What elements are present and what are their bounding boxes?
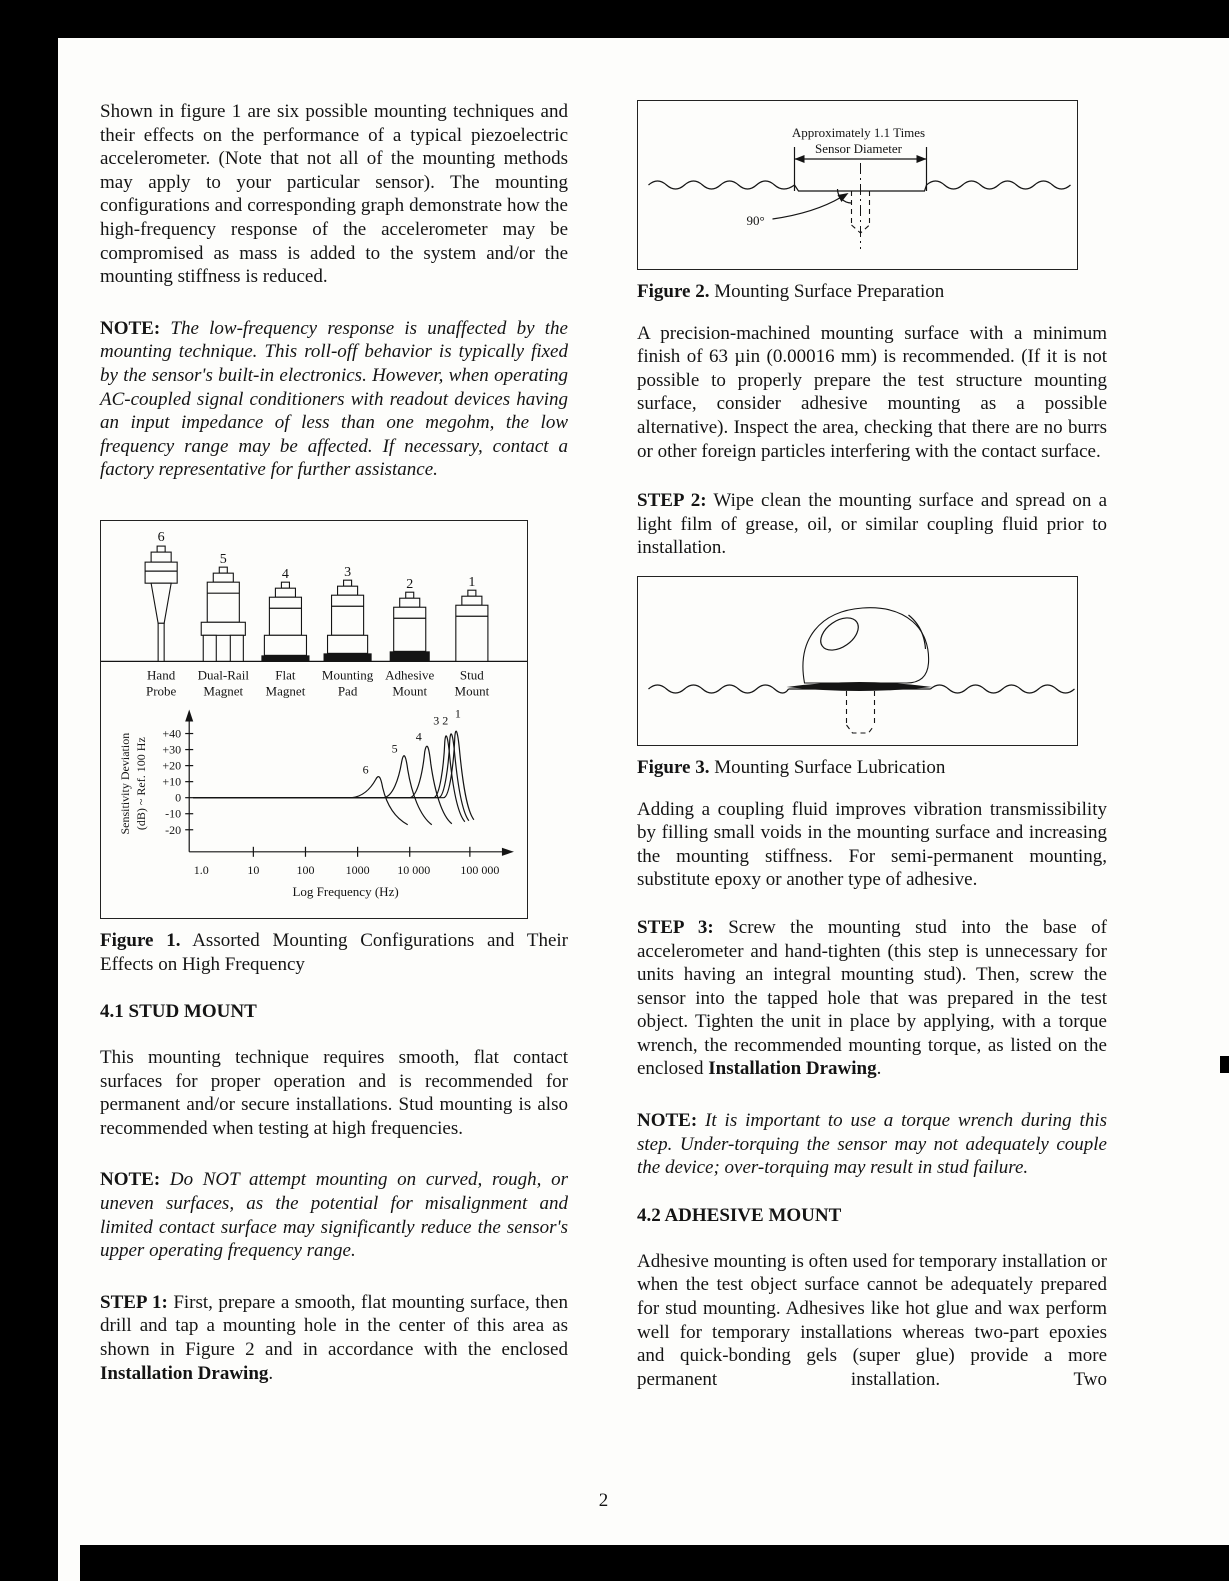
dimension-text-line1: Approximately 1.1 Times — [791, 125, 926, 140]
mount-number: 2 — [406, 576, 414, 593]
surface-profile — [649, 181, 1071, 191]
flat-magnet-drawing — [261, 566, 309, 661]
mount-label: Hand — [147, 667, 176, 683]
step3-bold-text: Installation Drawing — [708, 1058, 877, 1080]
stud-mount-drawing — [456, 574, 488, 661]
step2-label: STEP 2: — [637, 490, 707, 512]
mount-label: Stud — [459, 667, 484, 683]
y-tick: -10 — [165, 806, 182, 821]
angle-label: 90° — [746, 213, 765, 228]
mount-label: Magnet — [203, 683, 244, 699]
mount-number: 5 — [219, 551, 227, 568]
x-tick: 100 000 — [460, 862, 500, 877]
scan-artifact-right — [1220, 1056, 1229, 1073]
figure1-caption-label: Figure 1. — [100, 929, 181, 951]
curve-hand-probe — [193, 777, 408, 825]
step1-bold-text: Installation Drawing — [100, 1362, 269, 1384]
hidden-stud — [847, 691, 875, 733]
scan-edge-bottom — [80, 1545, 1229, 1581]
curve-label-5: 5 — [391, 741, 398, 756]
fingertip-drawing — [803, 608, 929, 683]
scan-edge-left — [0, 0, 58, 1581]
dimension-callout — [792, 125, 927, 191]
figure2-caption-label: Figure 2. — [637, 281, 710, 302]
adhesive-mount-drawing — [390, 576, 430, 661]
y-tick: +10 — [162, 774, 182, 789]
x-tick: 100 — [296, 862, 315, 877]
figure3-box — [637, 576, 1078, 746]
figure2-box — [637, 100, 1078, 270]
mount-label: Pad — [337, 683, 358, 699]
step3-tail: . — [876, 1058, 882, 1080]
note3-text: It is important to use a torque wrench during this step. Under-torquing the sensor may not adequately couple the device; over-torquing may result in stud failure. — [637, 1110, 1107, 1179]
mount-label: Mount — [392, 683, 428, 699]
figure3-caption-text: Mounting Surface Lubrication — [709, 756, 946, 778]
figure2-image — [638, 101, 1077, 269]
figure1-box — [100, 520, 528, 919]
y-axis-label: Sensitivity Deviation — [118, 732, 133, 835]
step3-label: STEP 3: — [637, 916, 714, 938]
mount-label: Mount — [454, 683, 490, 699]
mount-labels — [146, 667, 490, 698]
step1-paragraph — [100, 1291, 568, 1385]
curve-dual-rail-magnet — [193, 756, 432, 825]
mount-label: Flat — [275, 667, 296, 683]
step3-paragraph — [637, 916, 1107, 1081]
section-4-2-heading: 4.2 ADHESIVE MOUNT — [637, 1204, 842, 1226]
page-number: 2 — [598, 1490, 609, 1511]
mount-label: Magnet — [265, 683, 306, 699]
x-tick: 10 000 — [397, 862, 431, 877]
mount-label: Adhesive — [385, 667, 435, 683]
note2-paragraph — [100, 1168, 568, 1262]
surface-paragraph: A precision-machined mounting surface with a minimum finish of 63 µin (0.00016 mm) is recommended. (If it is not possible to properly prepare the test structure mounting surface, consider adhesive mounting as a possible alternative). Inspect the area, checking that there are no burrs or other foreign particles interfering with the contact surface. — [637, 322, 1107, 462]
y-tick: +40 — [162, 726, 182, 741]
section-4-1-heading: 4.1 STUD MOUNT — [100, 1001, 257, 1023]
y-tick: +20 — [162, 758, 182, 773]
dual-rail-magnet-drawing — [201, 551, 245, 661]
figure1-caption-text: Assorted Mounting Configurations and Their Effects on High Frequency — [100, 929, 568, 975]
x-tick: 1000 — [345, 862, 370, 877]
step1-text: First, prepare a smooth, flat mounting surface, then drill and tap a mounting hole in the center of this area as shown in Figure 2 and in accordance with the enclosed — [100, 1291, 568, 1361]
figure1-caption — [100, 929, 568, 976]
curve-stud-mount — [193, 731, 474, 820]
x-axis-label: Log Frequency (Hz) — [292, 883, 399, 899]
frequency-response-graph — [118, 706, 514, 898]
mount-label: Probe — [145, 683, 177, 699]
curve-mounting-pad — [193, 736, 465, 822]
mount-number: 3 — [344, 564, 352, 581]
x-tick: 10 — [247, 862, 260, 877]
step2-text: Wipe clean the mounting surface and spread on a light film of grease, oil, or similar coupling fluid prior to installation. — [637, 490, 1107, 559]
step3-text: Screw the mounting stud into the base of accelerometer and hand-tighten (this step is unnecessary for units having an integral mounting stud). Then, screw the sensor into the tapped hole that was prepared in the test object. Tighten the unit in place by applying, with a torque wrench, the recommended mounting torque, as listed on the enclosed — [637, 916, 1107, 1080]
curve-label-6: 6 — [362, 762, 369, 777]
step1-label: STEP 1: — [100, 1291, 168, 1313]
curve-label-1: 1 — [454, 706, 461, 721]
figure2-caption-text: Mounting Surface Preparation — [709, 281, 945, 302]
figure3-image — [638, 577, 1077, 745]
hand-probe-drawing — [145, 529, 177, 661]
mount-label: Dual-Rail — [197, 667, 249, 683]
step1-tail: . — [268, 1362, 274, 1384]
mount-number: 4 — [281, 566, 289, 583]
figure1-image — [101, 521, 527, 918]
adhesive-mount-paragraph: Adhesive mounting is often used for temporary installation or when the test object surface cannot be adequately prepared for stud mounting. Adhesives like hot glue and wax perform well for temporary installations whereas two-part epoxies and quick-bonding gels (super glue) provide a more permanent installation. Two — [637, 1250, 1107, 1390]
x-tick: 1.0 — [193, 862, 209, 877]
scan-edge-top — [0, 0, 1229, 38]
stud-mount-paragraph: This mounting technique requires smooth, flat contact surfaces for proper operation and is recommended for permanent and/or secure installations. Stud mounting is also recommended when testing at high frequencies. — [100, 1047, 568, 1139]
note1-paragraph — [100, 317, 568, 482]
angle-callout — [747, 189, 852, 228]
intro-paragraph: Shown in figure 1 are six possible mounting techniques and their effects on the performance of a typical piezoelectric accelerometer. (Note that not all of the mounting methods may apply to your particular sensor). The mounting configurations and corresponding graph demonstrate how the high-frequency response of the accelerometer may be compromised as mass is added to the system and/or the mounting stiffness is reduced. — [100, 101, 568, 288]
y-tick: -20 — [165, 822, 182, 837]
figure3-caption — [637, 756, 1107, 780]
y-axis-label: (dB) ~ Ref. 100 Hz — [134, 737, 149, 831]
note3-paragraph — [637, 1109, 1107, 1180]
curve-label-4: 4 — [415, 729, 422, 744]
right-column — [637, 100, 1107, 1391]
mounting-pad-drawing — [324, 564, 372, 661]
dimension-text-line2: Sensor Diameter — [814, 141, 903, 156]
y-tick: +30 — [162, 742, 182, 757]
note3-label: NOTE: — [637, 1110, 698, 1132]
note2-text: Do NOT attempt mounting on curved, rough, or uneven surfaces, as the potential for misalignment and limited contact surface may significantly reduce the sensor's upper operating frequency range. — [100, 1169, 568, 1262]
left-column — [100, 100, 568, 1385]
step2-paragraph — [637, 489, 1107, 560]
note1-text: The low-frequency response is unaffected by the mounting technique. This roll-off behavior is typically fixed by the sensor's built-in electronics. However, when operating AC-coupled signal conditioners with readout devices having an input impedance of less than one megohm, the low frequency range may be affected. If necessary, contact a factory representative for further assistance. — [100, 317, 568, 481]
mount-number: 6 — [157, 528, 165, 545]
y-tick: 0 — [175, 790, 182, 805]
tapped-hole — [852, 163, 870, 249]
note2-label: NOTE: — [100, 1169, 161, 1191]
figure3-caption-label: Figure 3. — [637, 756, 710, 778]
note1-label: NOTE: — [100, 317, 161, 339]
curve-label-3-2: 3 2 — [433, 713, 449, 728]
figure2-caption — [637, 280, 1107, 304]
mount-number: 1 — [468, 574, 476, 591]
curve-flat-magnet — [193, 746, 452, 824]
coupling-fluid-paragraph: Adding a coupling fluid improves vibration transmissibility by filling small voids in the mounting surface and increasing the mounting stiffness. For semi-permanent mounting, substitute epoxy or another type of adhesive. — [637, 798, 1107, 891]
mount-label: Mounting — [321, 667, 374, 683]
